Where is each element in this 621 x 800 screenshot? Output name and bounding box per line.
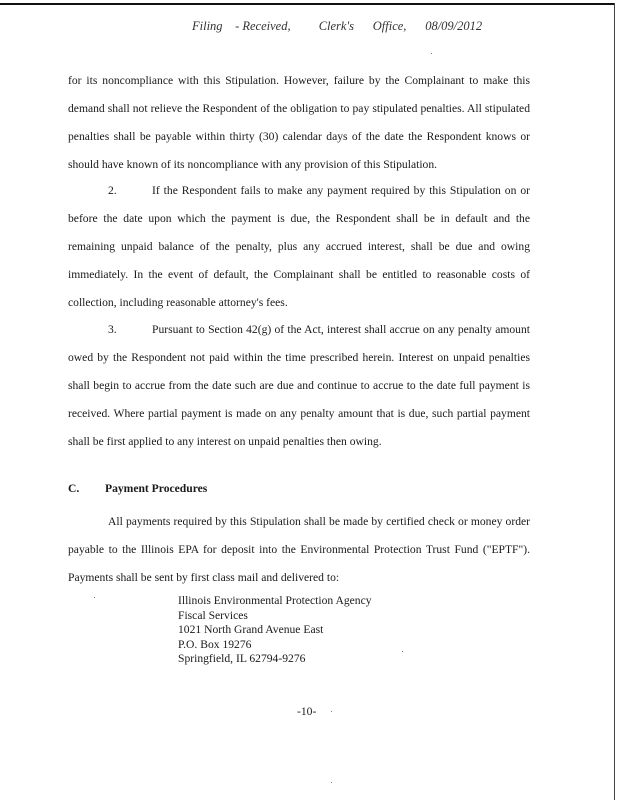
scan-speck [402, 651, 403, 652]
paragraph-interest-text: Pursuant to Section 42(g) of the Act, interest shall accrue on any penalty amount owed by the Respondent not paid within the time prescribed herein. Interest on unpaid penalties shall begin to accrue from the date such are due and continue to accrue to the date full payment is received. Where partial payment is made on any penalty amount that is due, such partial payment shall be first applied to any interest on unpaid penalties then owing. [68, 323, 530, 448]
paragraph-interest [68, 316, 530, 456]
scan-speck [331, 711, 332, 712]
header-received: - Received, [235, 19, 291, 33]
page-number: -10- [297, 705, 317, 718]
header-office: Office, [372, 19, 407, 33]
header-clerks: Clerk's [318, 19, 355, 33]
address-line: P.O. Box 19276 [178, 637, 252, 651]
paragraph-number: 3. [108, 323, 117, 336]
scan-speck [431, 53, 432, 54]
section-heading [68, 482, 207, 495]
paragraph-penalties-continued: for its noncompliance with this Stipulation. However, failure by the Complainant to make this demand shall not relieve the Respondent of the obligation to pay stipulated penalties. All stipulated penalties shall be payable within thirty (30) calendar days of the date the Respondent knows or should have known of its noncompliance with any provision of this Stipulation. [68, 74, 530, 171]
right-border-line [614, 3, 615, 800]
address-line: Fiscal Services [178, 608, 248, 622]
section-letter: C. [68, 482, 80, 495]
top-border-line [0, 3, 615, 5]
filing-header [192, 19, 482, 34]
scan-speck [94, 597, 95, 598]
address-line: 1021 North Grand Avenue East [178, 623, 324, 636]
paragraph-payment-procedures: All payments required by this Stipulation shall be made by certified check or money order payable to the Illinois EPA for deposit into the Environmental Protection Trust Fund ("EPTF"). Payments shall be sent by first class mail and delivered to: [68, 515, 530, 584]
header-filing: Filing [192, 19, 223, 33]
paragraph-number: 2. [108, 184, 117, 197]
paragraph-default [68, 177, 530, 317]
address-line: Springfield, IL 62794-9276 [178, 652, 306, 665]
section-title: Payment Procedures [105, 482, 208, 495]
paragraph-default-text: If the Respondent fails to make any payment required by this Stipulation on or before the date upon which the payment is due, the Respondent shall be in default and the remaining unpaid balance of the penalty, plus any accrued interest, shall be due and owing immediately. In the event of default, the Complainant shall be entitled to reasonable costs of collection, including reasonable attorney's fees. [68, 184, 530, 309]
scan-speck [331, 782, 332, 783]
header-date: 08/09/2012 [425, 19, 483, 33]
mailing-address [178, 594, 372, 667]
address-line: Illinois Environmental Protection Agency [178, 594, 372, 607]
